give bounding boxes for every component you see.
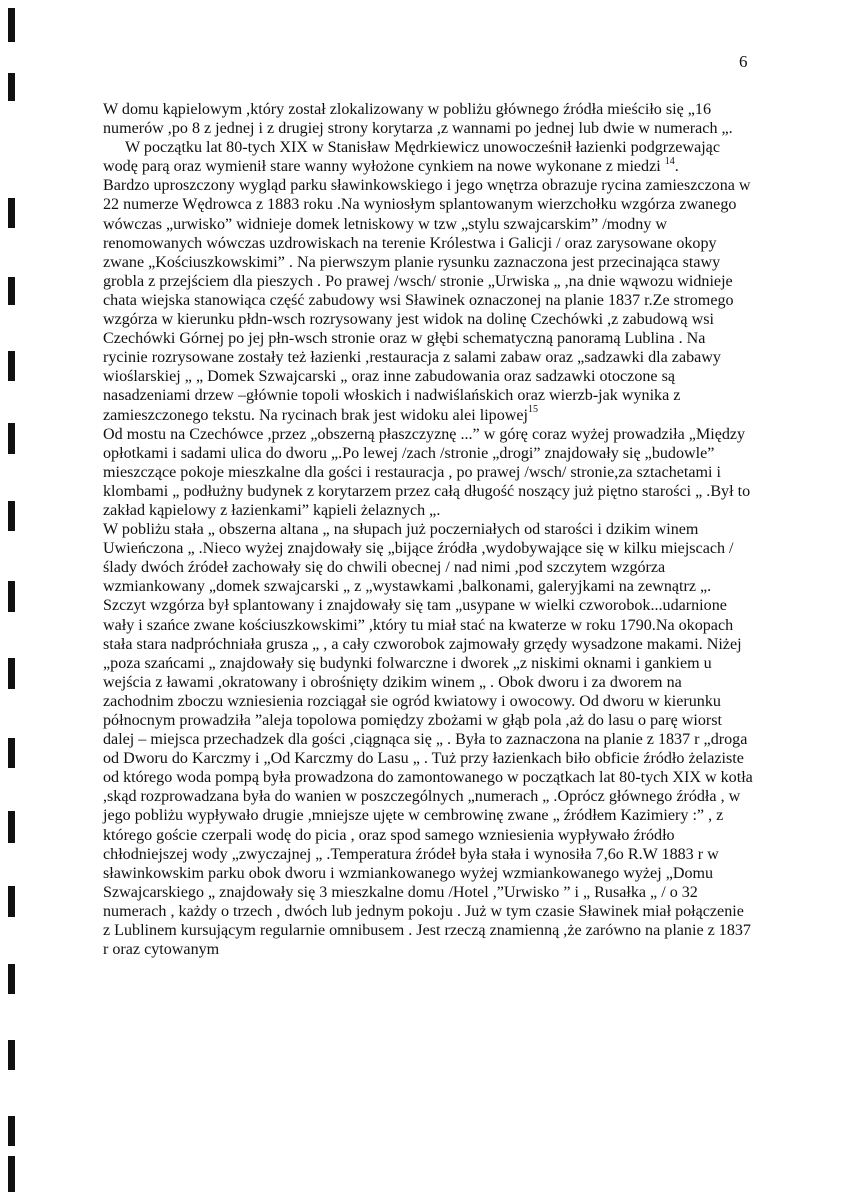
scan-mark: [8, 738, 15, 768]
text-run: W pobliżu stała „ obszerna altana „ na słupach już poczerniałych od starości i dzikim winem Uwieńczona „ .Nieco wyżej znajdowały się „bijące źródła ,wydobywające się w kilku miejscach /ślady dwóch źródeł zachowały się do chwili obecnej / nad nimi ,pod szczytem wzgórza wzmiankowany „domek szwajcarski „ z „wystawkami ,balkonami, galeryjkami na zewnątrz „. Szczyt wzgórza był splantowany i znajdowały się tam „usypane w wielki czworobok...udarnione wały i szańce zwane kościuszkowskimi” ,który tu miał stać na kwaterze w roku 1790.Na okopach stała stara nadpróchniała grusza „ , a cały czworobok zajmowały grzędy wysadzone makami. Niżej „poza szańcami „ znajdowały się budynki folwarczne i dworek „z niskimi oknami i gankiem u wejścia z ławami ,okratowany i obrośnięty dzikim winem „ . Obok dworu i za dworem na zachodnim zboczu wzniesienia rozciągał sie ogród kwiatowy i owocowy. Od dworu w kierunku północnym prowadziła ”aleja topolowa pomiędzy zbożami w głąb pola ,aż do lasu o parę wiorst dalej – miejsca przechadzek dla gości ,ciągnąca się „ . Była to zaznaczona na planie z 1837 r „droga od Dworu do Karczmy i „Od Karczmy do Lasu „ . Tuż przy łazienkach biło obficie źródło żelaziste od którego woda pompą była prowadzona do zamontowanego w początkach lat 80-tych XIX w kotła ,skąd rozprowadzana była do wanien w poszczególnych „numerach „ .Oprócz głównego źródła , w jego pobliżu wypływało drugie ,mniejsze ujęte w cembrowinę zwane „ źródłem Kazimiery :” , z którego goście czerpali wodę do picia , oraz spod samego wzniesienia wypływało źródło chłodniejszej wody „zwyczajnej „ .Temperatura źródeł była stała i wynosiła 7,6o R.W 1883 r w sławinkowskim parku obok dworu i wzmiankowanego wyżej wzmiankowanego wyżej „Domu Szwajcarskiego „ znajdowały się 3 mieszkalne domu /Hotel ,”Urwisko ” i „ Rusałka „ / o 32 numerach , każdy o trzech , dwóch lub jednym pokoju . Już w tym czasie Sławinek miał połączenie z Lublinem kursującym regularnie omnibusem . Jest rzeczą znamienną ,że zarówno na planie z 1837 r oraz cytowanym: [103, 521, 753, 959]
text-run: Od mostu na Czechówce ,przez „obszerną płaszczyznę ...” w górę coraz wyżej prowadziła „Między opłotkami i sadami ulica do dworu „.Po lewej /zach /stronie „drogi” znajdowały się „budowle” mieszczące pokoje mieszkalne dla gości i restauracja , po prawej /wsch/ stronie,za sztachetami i klombami „ podłużny budynek z korytarzem przez całą długość noszący już piętno starości „ .Był to zakład kąpielowy z łazienkami” kąpieli żelaznych „.: [103, 425, 751, 519]
paragraph: [103, 138, 754, 176]
scan-mark: [8, 1040, 15, 1070]
paragraph: [103, 425, 754, 520]
paragraph: [103, 100, 754, 138]
scan-mark: [8, 1156, 15, 1192]
text-run: .: [674, 158, 679, 176]
scan-mark: [8, 964, 15, 994]
scan-mark: [8, 351, 15, 381]
paragraph: [103, 520, 754, 959]
text-run: W domu kąpielowym ,który został zlokalizowany w pobliżu głównego źródła mieściło się „16 numerów ,po 8 z jednej i z drugiej strony korytarza ,z wannami po jednej lub dwie w numerach „.: [103, 101, 733, 138]
footnote-ref: 14: [664, 155, 675, 167]
scan-mark: [8, 1116, 15, 1146]
scan-mark: [8, 886, 15, 917]
text-run: Bardzo uproszczony wygląd parku sławinkowskiego i jego wnętrza obrazuje rycina zamieszczona w 22 numerze Wędrowca z 1883 roku .Na wyniosłym splantowanym wierzchołku wzgórza zwanego wówczas „urwisko” widnieje domek letniskowy w tzw „stylu szwajcarskim” /modny w renomowanych wówczas uzdrowiskach na terenie Królestwa i Galicji / oraz zarysowane okopy zwane „Kościuszkowskimi” . Na pierwszym planie rysunku zaznaczona jest przecinająca stawy grobla z przejściem dla pieszych . Po prawej /wsch/ stronie „Urwiska „ ,na dnie wąwozu widnieje chata wiejska stanowiąca część zabudowy wsi Sławinek oznaczonej na planie 1837 r.Ze stromego wzgórza w kierunku płdn-wsch rozrysowany jest widok na dolinę Czechówki ,z zabudową wsi Czechówki Górnej po jej płn-wsch stronie oraz w głębi schematyczną panoramą Lublina . Na rycinie rozrysowane zostały też łazienki ,restauracja z salami zabaw oraz „sadzawki dla zabawy wioślarskiej „ „ Domek Szwajcarski „ oraz inne zabudowania oraz sadzawki otoczone są nasadzeniami drzew –głównie topoli włoskich i nadwiślańskich oraz wierzb-jak wynika z zamieszczonego tekstu. Na rycinach brak jest widoku alei lipowej: [103, 177, 751, 424]
scan-mark: [8, 811, 15, 843]
text-run: W początku lat 80-tych XIX w Stanisław Mędrkiewicz unowocześnił łazienki podgrzewając wodę parą oraz wymienił stare wanny wyłożone cynkiem na nowe wykonane z miedzi: [103, 139, 720, 176]
footnote-ref: 15: [528, 404, 538, 416]
body-text: [103, 100, 754, 959]
scan-mark: [8, 658, 15, 689]
scan-mark: [8, 581, 15, 612]
scan-mark: [8, 8, 15, 42]
scan-mark: [8, 277, 15, 305]
scan-mark: [8, 423, 15, 454]
scan-mark: [8, 501, 15, 531]
page-number: 6: [739, 52, 748, 71]
paragraph: [103, 176, 754, 424]
scan-mark: [8, 73, 15, 101]
scan-mark: [8, 198, 15, 228]
